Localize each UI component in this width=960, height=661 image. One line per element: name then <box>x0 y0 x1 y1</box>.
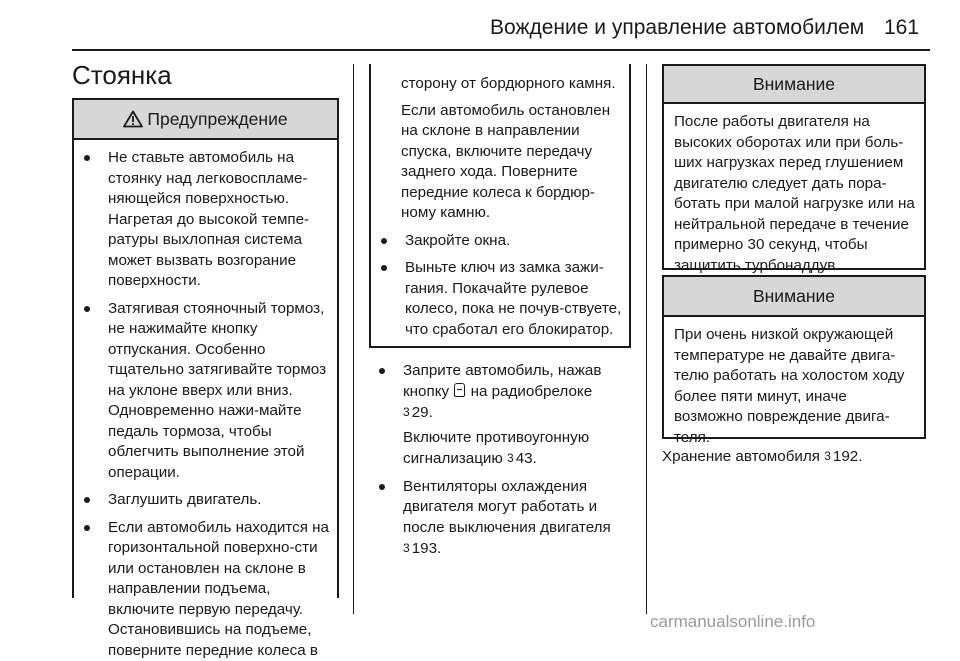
list-item: Если автомобиль находится на горизонтальной поверхно-сти или остановлен на склоне в направлении подъема, включите первую передачу. Остановившись на подъеме, поверните передние колеса в <box>78 518 333 661</box>
notice-text: После работы двигателя на высоких оборотах или при боль-ших нагрузках перед глушением двигателю следует дать пора-ботать при малой нагрузке или на нейтральной передаче в течение примерно 30 секунд, чтобы защитить турбонаддув. <box>664 104 924 276</box>
warning-box <box>72 98 339 598</box>
list-item: Закройте окна. <box>375 231 625 252</box>
list-item <box>373 477 633 560</box>
notice-box-idle <box>662 275 926 439</box>
alarm-text: Включите противоугонную сигнализацию <box>403 429 589 468</box>
continued-list <box>371 231 629 341</box>
notice-heading: Внимание <box>664 64 924 104</box>
fans-ref: 193. <box>412 540 442 557</box>
fans-bullet <box>369 477 633 560</box>
watermark: carmanualsonline.info <box>650 612 815 632</box>
middle-list <box>369 361 633 567</box>
notice-text: При очень низкой окружающей температуре не давайте двига-телю работать на холостом ходу более пяти минут, иначе возможно повреждение двига-теля. <box>664 317 924 448</box>
xref-arrow-icon: 3 <box>403 402 410 423</box>
section-title: Стоянка <box>72 60 172 91</box>
warning-box-continued <box>369 64 631 348</box>
list-item: Заглушить двигатель. <box>78 490 333 511</box>
lock-text-before: Заприте автомобиль, нажав кнопку <box>403 362 601 400</box>
continued-paragraph: Если автомобиль остановлен на склоне в направлении спуска, включите передачу заднего хода. Поверните передние колеса к бордюр-ному камню. <box>401 101 623 224</box>
list-item: Затягивая стояночный тормоз, не нажимайте кнопку отпускания. Особенно тщательно затягивайте тормоз на уклоне вверх или вниз. Одновременно нажи-майте педаль тормоза, чтобы облегчить выполнение этой операции. <box>78 299 333 484</box>
warning-triangle-icon <box>123 110 143 128</box>
header-rule <box>72 49 930 51</box>
storage-text: Хранение автомобиля <box>662 448 820 465</box>
middle-bullets <box>369 361 633 424</box>
warning-box-heading <box>74 100 337 140</box>
storage-ref: 192. <box>833 448 863 465</box>
page-header-title: Вождение и управление автомобилем <box>490 16 860 40</box>
column-divider-right <box>646 64 647 614</box>
list-item <box>373 361 633 424</box>
storage-note <box>662 446 926 468</box>
xref-arrow-icon: 3 <box>824 446 831 467</box>
xref-arrow-icon: 3 <box>507 448 514 469</box>
warning-list <box>74 142 337 661</box>
notice-heading: Внимание <box>664 277 924 317</box>
continued-lead-text: сторону от бордюрного камня. <box>401 74 623 95</box>
page-number: 161 <box>884 16 919 40</box>
alarm-note <box>369 428 633 470</box>
continued-content <box>371 64 629 224</box>
fans-text: Вентиляторы охлаждения двигателя могут работать и после выключения двигателя <box>403 478 611 536</box>
warning-heading-text: Предупреждение <box>147 109 287 130</box>
list-item: Не ставьте автомобиль на стоянку над легковоспламе-няющейся поверхностью. Нагретая до высокой темпе-ратуры выхлопная система может вызвать возгорание поверхности. <box>78 148 333 292</box>
list-item: Выньте ключ из замка зажи-гания. Покачайте рулевое колесо, пока не почув-ствуете, что сработал его блокиратор. <box>375 258 625 340</box>
alarm-ref: 43. <box>516 450 537 467</box>
column-divider-left <box>353 64 354 614</box>
lock-key-icon <box>454 383 465 397</box>
xref-arrow-icon: 3 <box>403 538 410 559</box>
lock-text-after: на радиобрелоке <box>471 383 593 400</box>
lock-ref: 29. <box>412 404 433 421</box>
notice-box-turbo <box>662 64 926 270</box>
